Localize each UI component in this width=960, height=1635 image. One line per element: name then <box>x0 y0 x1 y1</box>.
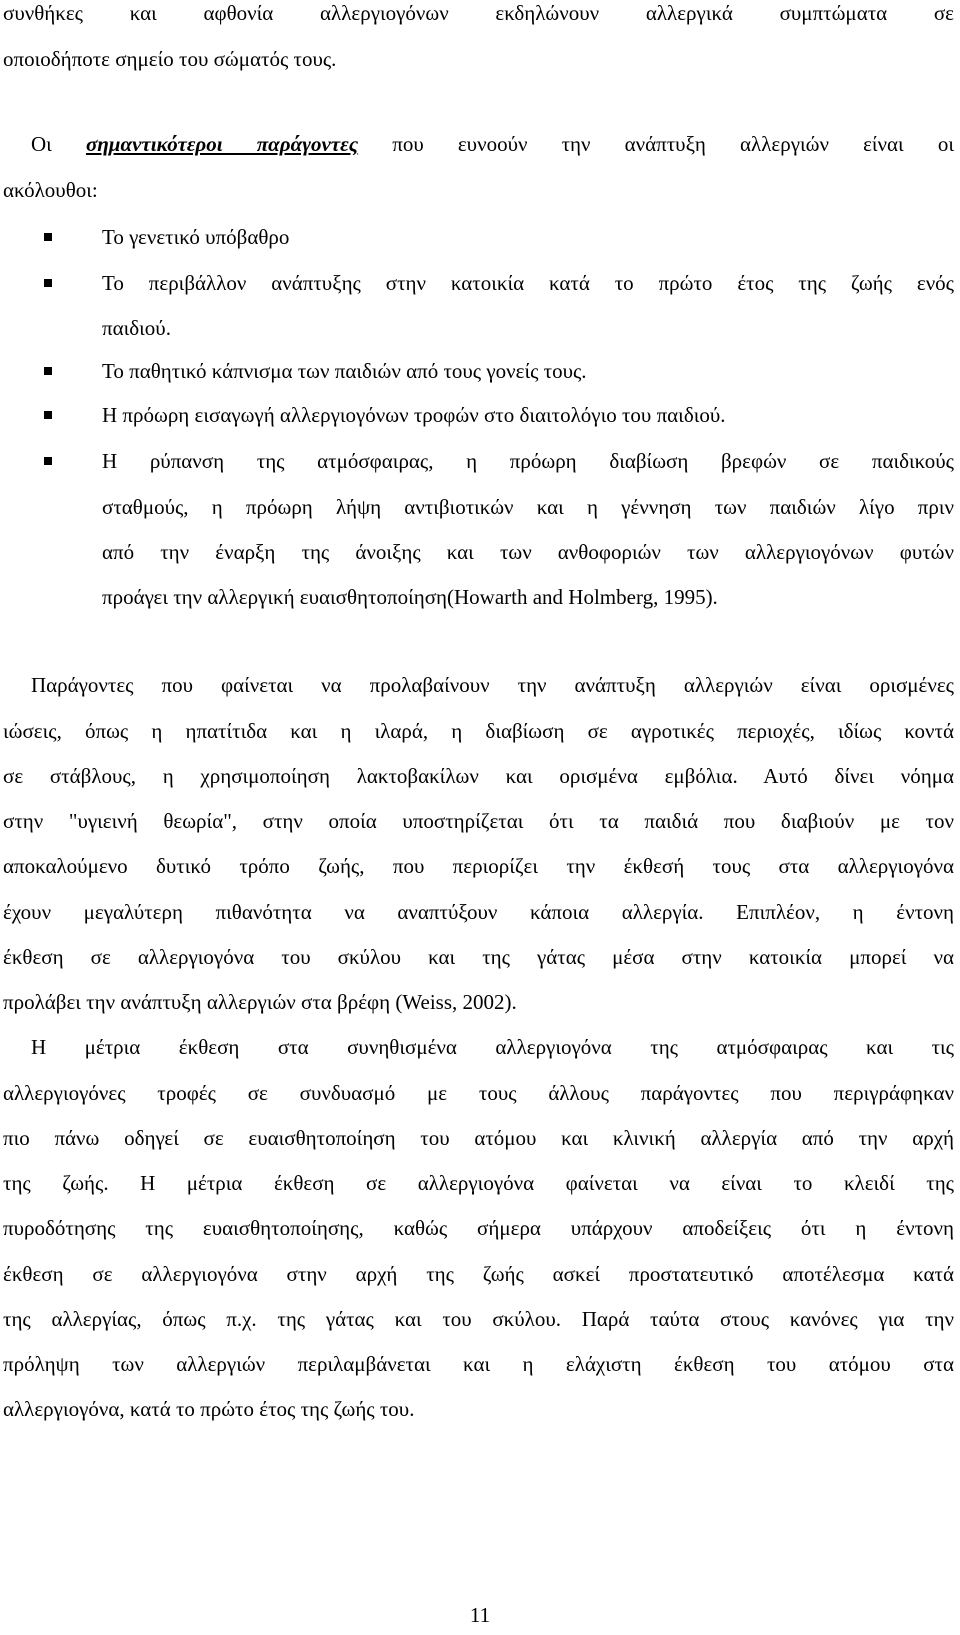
bullet-square-icon <box>44 411 52 419</box>
factors-intro-line-1 <box>31 129 954 159</box>
paragraph-3-line-8: πρόληψη των αλλεργιών περιλαμβάνεται και η ελάχιστη έκθεση του ατόμου στα <box>3 1352 954 1376</box>
bullet-item-5-line-3: από την έναρξη της άνοιξης και των ανθοφοριών των αλλεργιογόνων φυτών <box>102 540 954 564</box>
opening-line-1: συνθήκες και αφθονία αλλεργιογόνων εκδηλώνουν αλλεργικά συμπτώματα σε <box>3 1 954 25</box>
bullet-item-5-line-2: σταθμούς, η πρόωρη λήψη αντιβιοτικών και η γέννηση των παιδιών λίγο πριν <box>102 495 954 519</box>
bullet-square-icon <box>44 367 52 375</box>
bullet-item-5-line-1: Η ρύπανση της ατμόσφαιρας, η πρόωρη διαβίωση βρεφών σε παιδικούς <box>102 449 954 473</box>
bullet-item-4-line-1: Η πρόωρη εισαγωγή αλλεργιογόνων τροφών στο διαιτολόγιο του παιδιού. <box>102 403 726 427</box>
factors-intro-rest: που ευνοούν την ανάπτυξη αλλεργιών είναι οι <box>358 132 954 156</box>
paragraph-2-line-1: Παράγοντες που φαίνεται να προλαβαίνουν την ανάπτυξη αλλεργιών είναι ορισμένες <box>31 673 954 697</box>
bullet-square-icon <box>44 233 52 241</box>
bullet-item-2-line-2: παιδιού. <box>102 316 171 340</box>
paragraph-2-line-5: αποκαλούμενο δυτικό τρόπο ζωής, που περιορίζει την έκθεσή τους στα αλλεργιογόνα <box>3 854 954 878</box>
paragraph-2-line-8: προλάβει την ανάπτυξη αλλεργιών στα βρέφη (Weiss, 2002). <box>3 990 517 1014</box>
bullet-square-icon <box>44 457 52 465</box>
paragraph-2-line-4: στην "υγιεινή θεωρία", στην οποία υποστηρίζεται ότι τα παιδιά που διαβιούν με τον <box>3 809 954 833</box>
paragraph-3-line-1: Η μέτρια έκθεση στα συνηθισμένα αλλεργιογόνα της ατμόσφαιρας και τις <box>31 1035 954 1059</box>
paragraph-3-line-5: πυροδότησης της ευαισθητοποίησης, καθώς σήμερα υπάρχουν αποδείξεις ότι η έντονη <box>3 1216 954 1240</box>
bullet-item-5-line-4: προάγει την αλλεργική ευαισθητοποίηση(Howarth and Holmberg, 1995). <box>102 585 718 609</box>
paragraph-2-line-3: σε στάβλους, η χρησιμοποίηση λακτοβακίλων και ορισμένα εμβόλια. Αυτό δίνει νόημα <box>3 764 954 788</box>
bullet-item-3-line-1: Το παθητικό κάπνισμα των παιδιών από τους γονείς τους. <box>102 359 587 383</box>
bullet-item-2-line-1: Το περιβάλλον ανάπτυξης στην κατοικία κατά το πρώτο έτος της ζωής ενός <box>102 271 954 295</box>
paragraph-3-line-3: πιο πάνω οδηγεί σε ευαισθητοποίηση του ατόμου και κλινική αλλεργία από την αρχή <box>3 1126 954 1150</box>
paragraph-3-line-2: αλλεργιογόνες τροφές σε συνδυασμό με τους άλλους παράγοντες που περιγράφηκαν <box>3 1081 954 1105</box>
paragraph-3-line-4: της ζωής. Η μέτρια έκθεση σε αλλεργιογόνα φαίνεται να είναι το κλειδί της <box>3 1171 954 1195</box>
bullet-item-1-line-1: Το γενετικό υπόβαθρο <box>102 225 290 249</box>
paragraph-2-line-6: έχουν μεγαλύτερη πιθανότητα να αναπτύξουν κάποια αλλεργία. Επιπλέον, η έντονη <box>3 900 954 924</box>
paragraph-3-line-6: έκθεση σε αλλεργιογόνα στην αρχή της ζωής ασκεί προστατευτικό αποτέλεσμα κατά <box>3 1262 954 1286</box>
paragraph-2-line-2: ιώσεις, όπως η ηπατίτιδα και η ιλαρά, η διαβίωση σε αγροτικές περιοχές, ιδίως κοντά <box>3 719 954 743</box>
opening-line-2: οποιοδήποτε σημείο του σώματός τους. <box>3 47 337 71</box>
factors-intro-line-2: ακόλουθοι: <box>3 178 98 202</box>
factors-intro-emphasis: σημαντικότεροι παράγοντες <box>85 132 359 156</box>
bullet-square-icon <box>44 279 52 287</box>
page-number: 11 <box>469 1603 491 1627</box>
factors-intro-lead: Οι <box>31 132 86 156</box>
paragraph-3-line-7: της αλλεργίας, όπως π.χ. της γάτας και του σκύλου. Παρά ταύτα στους κανόνες για την <box>3 1307 954 1331</box>
paragraph-2-line-7: έκθεση σε αλλεργιογόνα του σκύλου και της γάτας μέσα στην κατοικία μπορεί να <box>3 945 954 969</box>
paragraph-3-line-9: αλλεργιογόνα, κατά το πρώτο έτος της ζωής του. <box>3 1397 415 1421</box>
